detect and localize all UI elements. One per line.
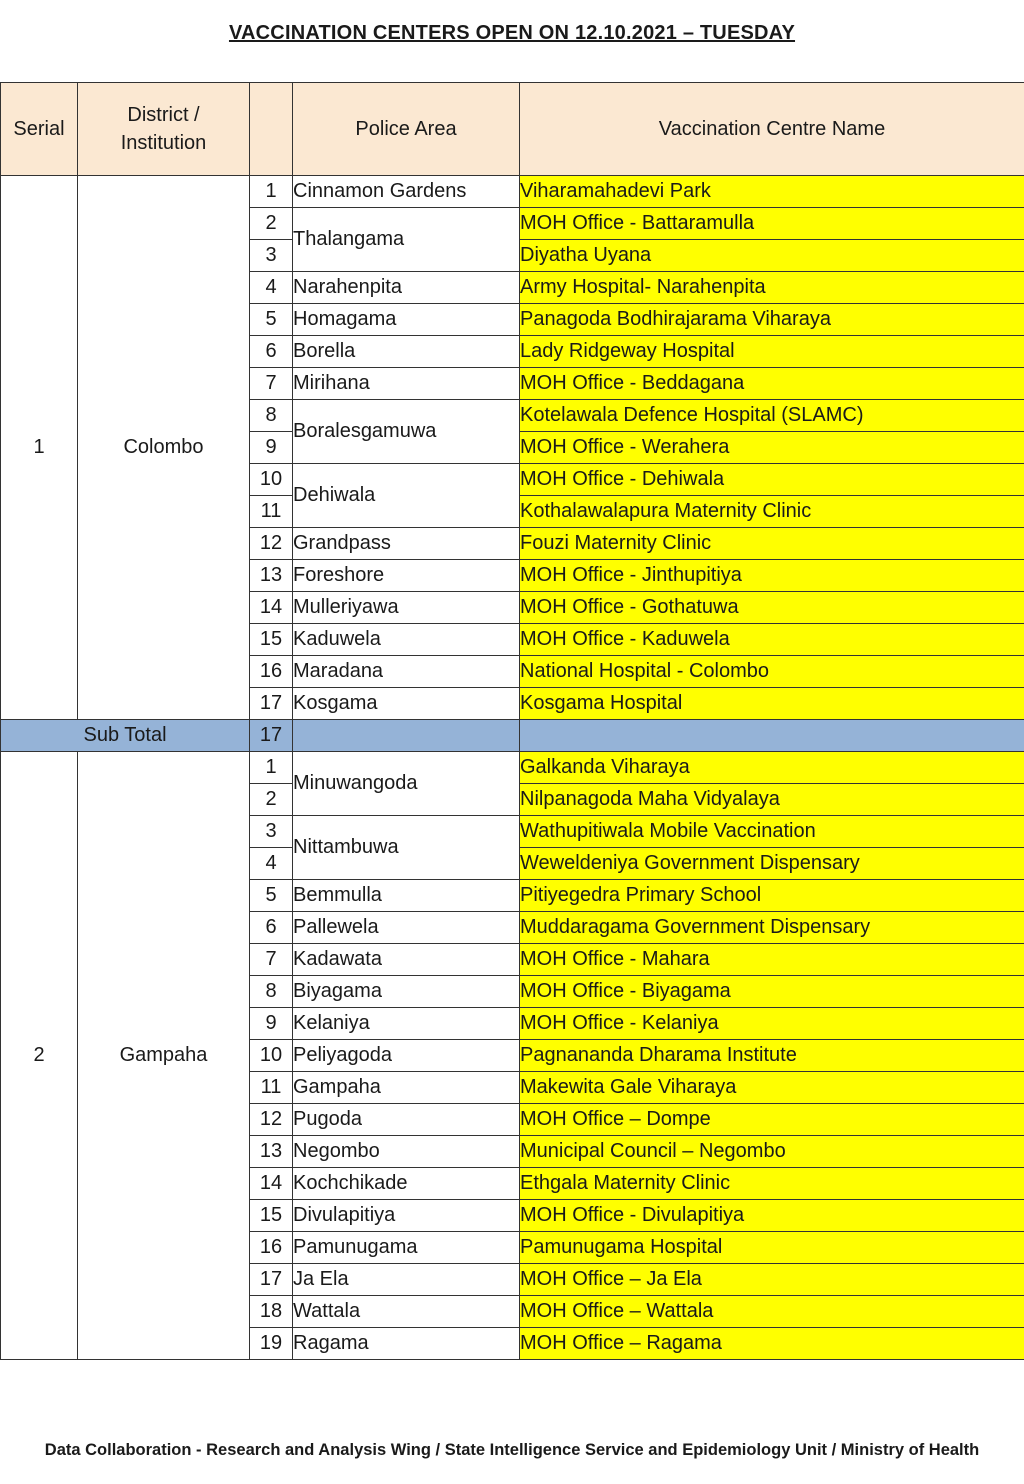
serial-cell: 2 <box>1 752 78 1360</box>
row-number-cell: 3 <box>250 816 293 848</box>
subtotal-empty-centre <box>520 720 1024 752</box>
vaccination-centre-cell: MOH Office - Dehiwala <box>520 464 1024 496</box>
subtotal-value: 17 <box>250 720 293 752</box>
footer-credit: Data Collaboration - Research and Analysis Wing / State Intelligence Service and Epidemiology Unit / Ministry of Health <box>44 1441 980 1459</box>
vaccination-centre-cell: Wathupitiwala Mobile Vaccination <box>520 816 1024 848</box>
row-number-cell: 8 <box>250 400 293 432</box>
row-number-cell: 11 <box>250 496 293 528</box>
row-number-cell: 5 <box>250 304 293 336</box>
vaccination-centre-cell: Muddaragama Government Dispensary <box>520 912 1024 944</box>
police-area-cell: Mirihana <box>293 368 520 400</box>
row-number-cell: 9 <box>250 432 293 464</box>
vaccination-centre-cell: Diyatha Uyana <box>520 240 1024 272</box>
vaccination-centre-cell: MOH Office - Beddagana <box>520 368 1024 400</box>
row-number-cell: 15 <box>250 1200 293 1232</box>
police-area-cell: Nittambuwa <box>293 816 520 880</box>
vaccination-centre-cell: Fouzi Maternity Clinic <box>520 528 1024 560</box>
district-cell: Colombo <box>78 176 250 720</box>
row-number-cell: 6 <box>250 912 293 944</box>
police-area-cell: Borella <box>293 336 520 368</box>
row-number-cell: 14 <box>250 1168 293 1200</box>
vaccination-centre-cell: Lady Ridgeway Hospital <box>520 336 1024 368</box>
police-area-cell: Kadawata <box>293 944 520 976</box>
row-number-cell: 6 <box>250 336 293 368</box>
row-number-cell: 5 <box>250 880 293 912</box>
police-area-cell: Narahenpita <box>293 272 520 304</box>
police-area-cell: Ragama <box>293 1328 520 1360</box>
vaccination-centre-cell: Makewita Gale Viharaya <box>520 1072 1024 1104</box>
table-body <box>1 176 1024 1360</box>
vaccination-centre-cell: MOH Office - Werahera <box>520 432 1024 464</box>
police-area-cell: Ja Ela <box>293 1264 520 1296</box>
page-title: VACCINATION CENTERS OPEN ON 12.10.2021 – TUESDAY <box>228 22 796 44</box>
header-district-label: District / Institution <box>120 104 207 154</box>
police-area-cell: Divulapitiya <box>293 1200 520 1232</box>
vaccination-centre-cell: Army Hospital- Narahenpita <box>520 272 1024 304</box>
vaccination-centre-cell: Panagoda Bodhirajarama Viharaya <box>520 304 1024 336</box>
police-area-cell: Kaduwela <box>293 624 520 656</box>
header-serial: Serial <box>1 83 78 176</box>
vaccination-centre-cell: MOH Office - Kaduwela <box>520 624 1024 656</box>
police-area-cell: Wattala <box>293 1296 520 1328</box>
vaccination-centre-cell: MOH Office - Battaramulla <box>520 208 1024 240</box>
police-area-cell: Grandpass <box>293 528 520 560</box>
row-number-cell: 17 <box>250 688 293 720</box>
subtotal-row <box>1 720 1024 752</box>
row-number-cell: 19 <box>250 1328 293 1360</box>
police-area-cell: Pugoda <box>293 1104 520 1136</box>
row-number-cell: 4 <box>250 848 293 880</box>
police-area-cell: Foreshore <box>293 560 520 592</box>
vaccination-centre-cell: MOH Office - Jinthupitiya <box>520 560 1024 592</box>
row-number-cell: 2 <box>250 208 293 240</box>
police-area-cell: Pamunugama <box>293 1232 520 1264</box>
vaccination-centre-cell: Nilpanagoda Maha Vidyalaya <box>520 784 1024 816</box>
subtotal-empty-area <box>293 720 520 752</box>
row-number-cell: 18 <box>250 1296 293 1328</box>
police-area-cell: Bemmulla <box>293 880 520 912</box>
vaccination-centre-cell: National Hospital - Colombo <box>520 656 1024 688</box>
police-area-cell: Kosgama <box>293 688 520 720</box>
vaccination-centre-cell: MOH Office – Ja Ela <box>520 1264 1024 1296</box>
vaccination-centre-cell: MOH Office – Ragama <box>520 1328 1024 1360</box>
row-number-cell: 4 <box>250 272 293 304</box>
table-row <box>1 176 1024 208</box>
serial-cell: 1 <box>1 176 78 720</box>
row-number-cell: 1 <box>250 752 293 784</box>
vaccination-centre-cell: MOH Office - Kelaniya <box>520 1008 1024 1040</box>
row-number-cell: 7 <box>250 368 293 400</box>
vaccination-centre-cell: MOH Office - Mahara <box>520 944 1024 976</box>
police-area-cell: Kelaniya <box>293 1008 520 1040</box>
vaccination-centre-cell: Kothalawalapura Maternity Clinic <box>520 496 1024 528</box>
vaccination-centre-cell: Kosgama Hospital <box>520 688 1024 720</box>
row-number-cell: 2 <box>250 784 293 816</box>
row-number-cell: 9 <box>250 1008 293 1040</box>
vaccination-centre-cell: MOH Office - Biyagama <box>520 976 1024 1008</box>
row-number-cell: 14 <box>250 592 293 624</box>
police-area-cell: Biyagama <box>293 976 520 1008</box>
header-district <box>78 83 250 176</box>
vaccination-centre-cell: Galkanda Viharaya <box>520 752 1024 784</box>
police-area-cell: Gampaha <box>293 1072 520 1104</box>
row-number-cell: 1 <box>250 176 293 208</box>
row-number-cell: 8 <box>250 976 293 1008</box>
vaccination-centre-cell: Kotelawala Defence Hospital (SLAMC) <box>520 400 1024 432</box>
vaccination-centre-cell: MOH Office – Dompe <box>520 1104 1024 1136</box>
row-number-cell: 12 <box>250 528 293 560</box>
police-area-cell: Cinnamon Gardens <box>293 176 520 208</box>
row-number-cell: 16 <box>250 656 293 688</box>
vaccination-centres-table <box>0 82 1024 1360</box>
row-number-cell: 13 <box>250 560 293 592</box>
row-number-cell: 7 <box>250 944 293 976</box>
row-number-cell: 17 <box>250 1264 293 1296</box>
vaccination-centre-cell: MOH Office - Gothatuwa <box>520 592 1024 624</box>
vaccination-centre-cell: Pitiyegedra Primary School <box>520 880 1024 912</box>
row-number-cell: 16 <box>250 1232 293 1264</box>
row-number-cell: 15 <box>250 624 293 656</box>
police-area-cell: Peliyagoda <box>293 1040 520 1072</box>
header-number <box>250 83 293 176</box>
row-number-cell: 12 <box>250 1104 293 1136</box>
vaccination-centre-cell: Weweldeniya Government Dispensary <box>520 848 1024 880</box>
row-number-cell: 11 <box>250 1072 293 1104</box>
police-area-cell: Pallewela <box>293 912 520 944</box>
police-area-cell: Boralesgamuwa <box>293 400 520 464</box>
header-vaccination-centre: Vaccination Centre Name <box>520 83 1024 176</box>
police-area-cell: Negombo <box>293 1136 520 1168</box>
table-row <box>1 752 1024 784</box>
police-area-cell: Maradana <box>293 656 520 688</box>
row-number-cell: 10 <box>250 464 293 496</box>
police-area-cell: Mulleriyawa <box>293 592 520 624</box>
district-cell: Gampaha <box>78 752 250 1360</box>
subtotal-label: Sub Total <box>1 720 250 752</box>
row-number-cell: 10 <box>250 1040 293 1072</box>
vaccination-centre-cell: MOH Office - Divulapitiya <box>520 1200 1024 1232</box>
police-area-cell: Minuwangoda <box>293 752 520 816</box>
vaccination-centre-cell: Pamunugama Hospital <box>520 1232 1024 1264</box>
header-police-area: Police Area <box>293 83 520 176</box>
vaccination-centre-cell: Ethgala Maternity Clinic <box>520 1168 1024 1200</box>
vaccination-centre-cell: MOH Office – Wattala <box>520 1296 1024 1328</box>
vaccination-centre-cell: Pagnananda Dharama Institute <box>520 1040 1024 1072</box>
police-area-cell: Dehiwala <box>293 464 520 528</box>
table-header-row <box>1 83 1024 176</box>
police-area-cell: Thalangama <box>293 208 520 272</box>
vaccination-centre-cell: Viharamahadevi Park <box>520 176 1024 208</box>
police-area-cell: Kochchikade <box>293 1168 520 1200</box>
vaccination-centre-cell: Municipal Council – Negombo <box>520 1136 1024 1168</box>
police-area-cell: Homagama <box>293 304 520 336</box>
row-number-cell: 13 <box>250 1136 293 1168</box>
row-number-cell: 3 <box>250 240 293 272</box>
